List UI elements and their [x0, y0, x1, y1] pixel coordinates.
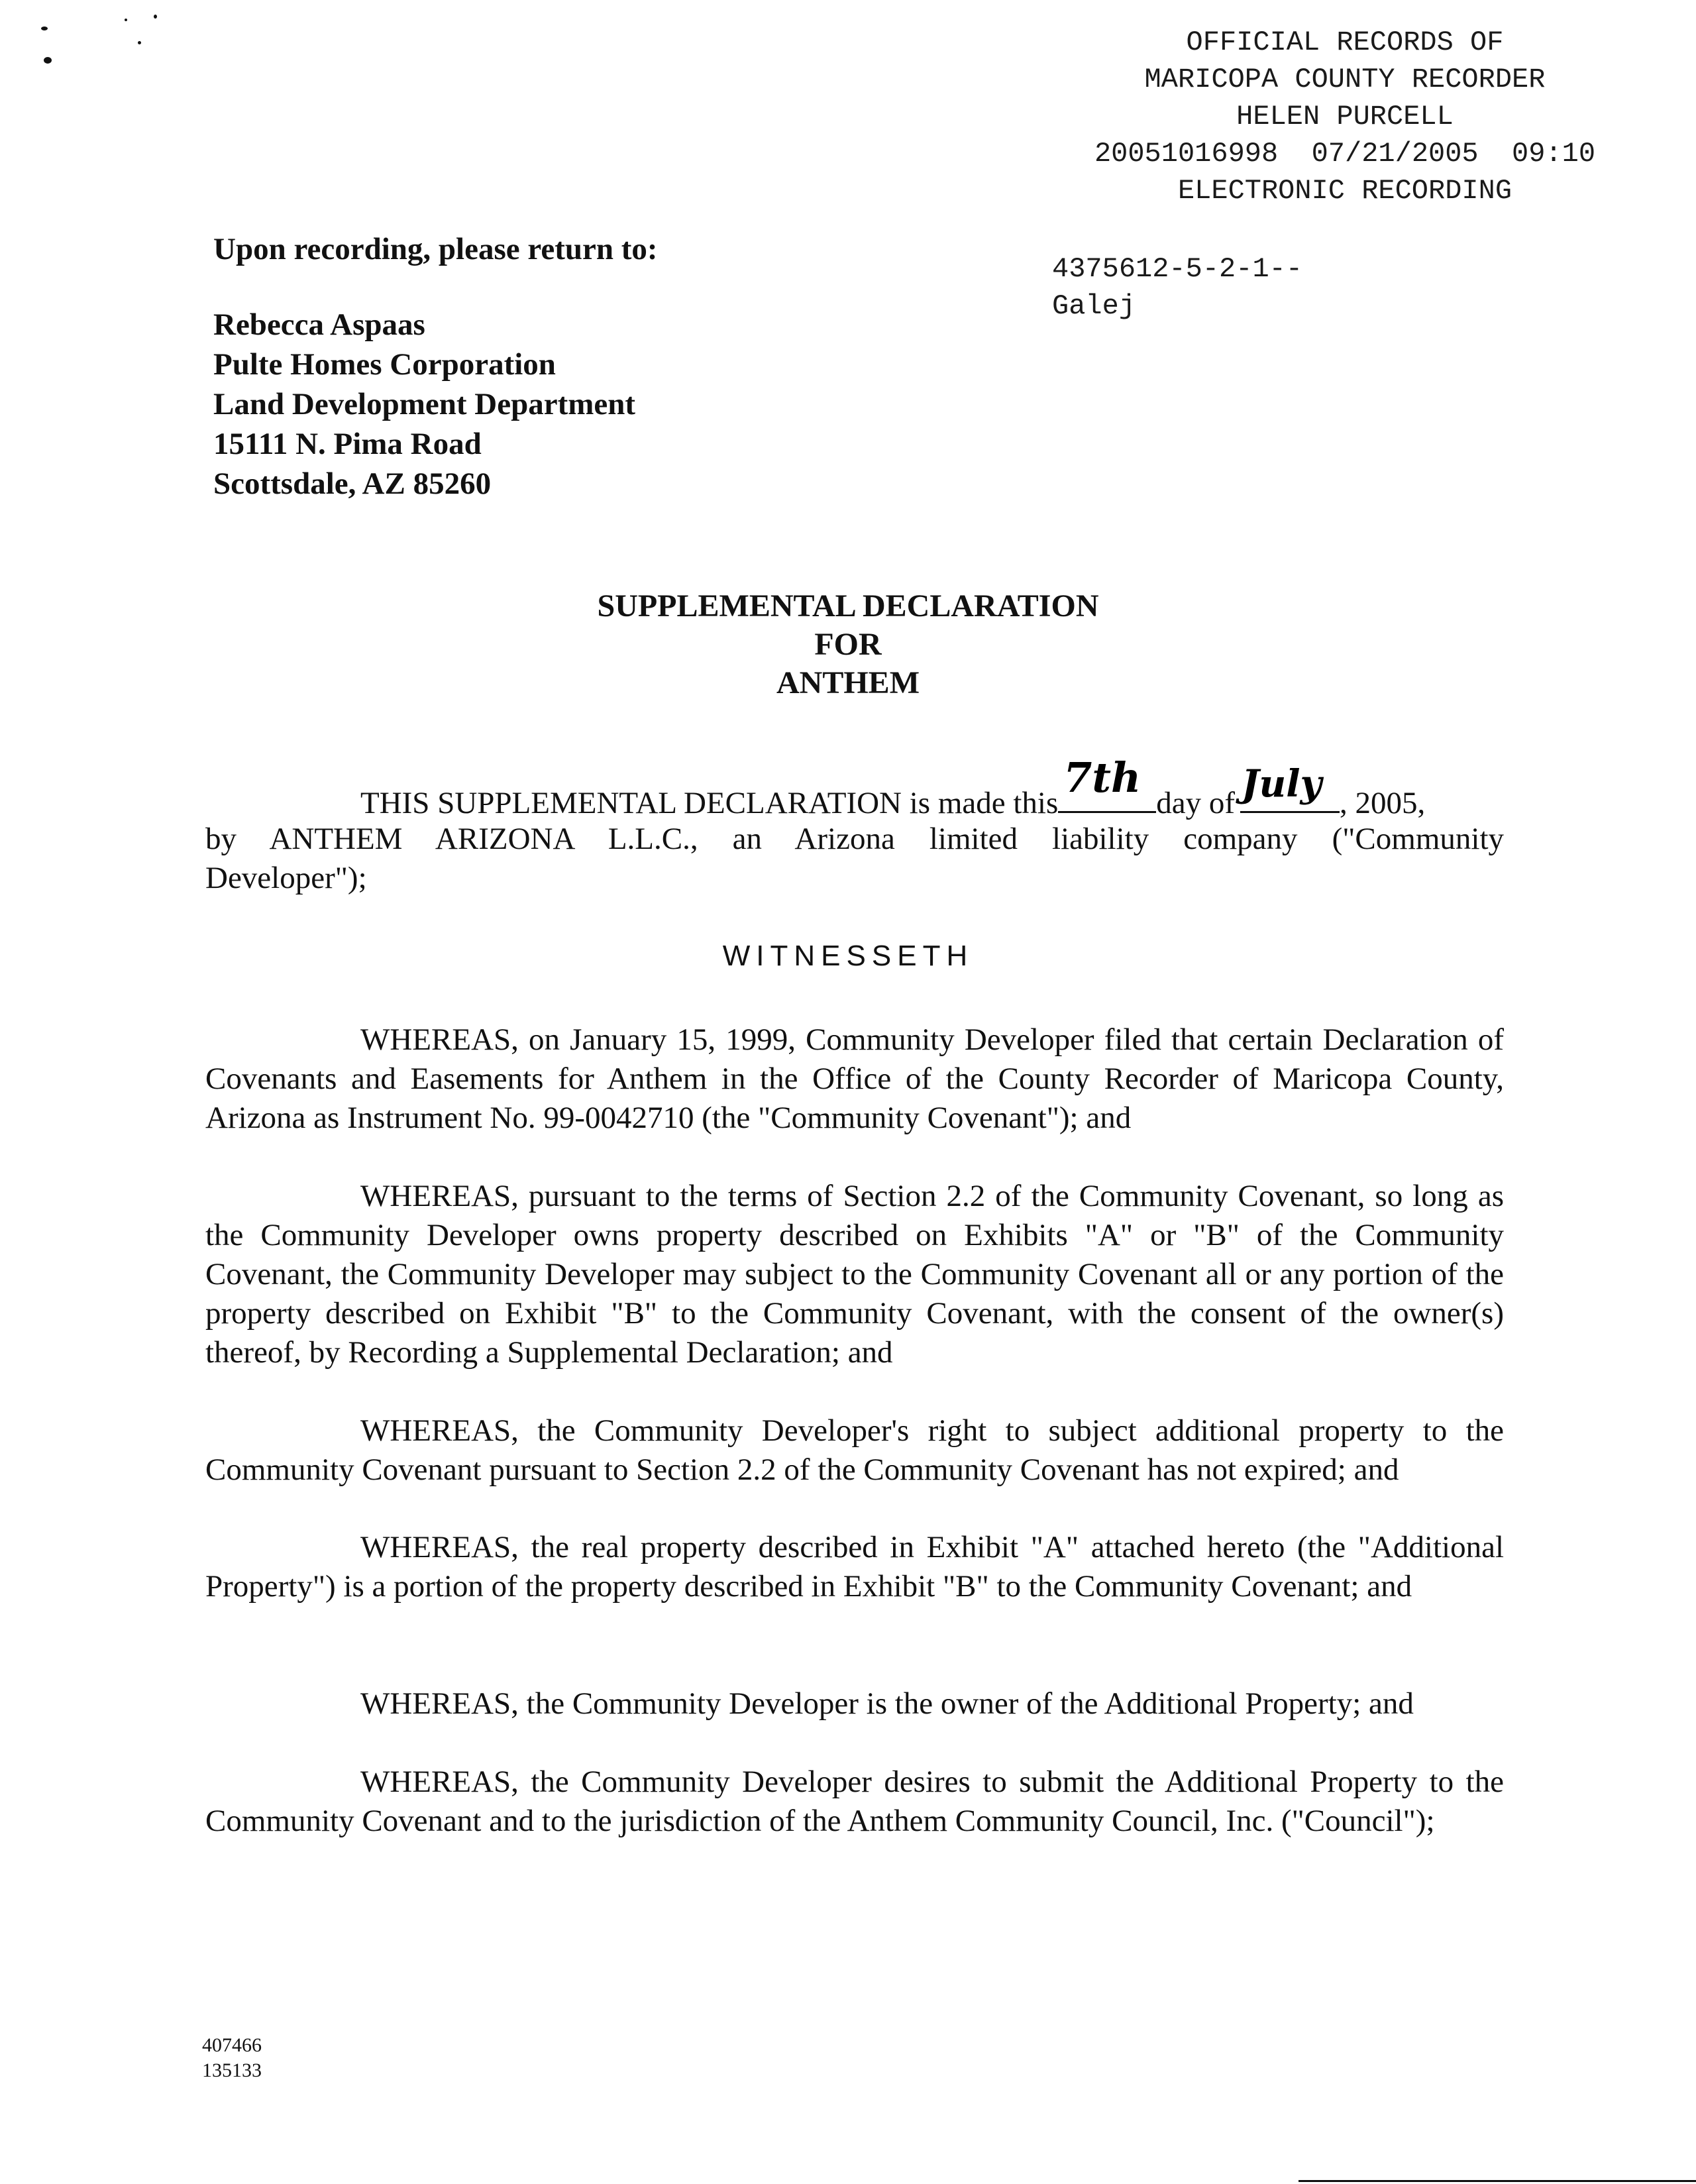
intro-text: by ANTHEM ARIZONA L.L.C., an Arizona limited liability company ("Community: [205, 822, 1504, 856]
day-blank: [1058, 753, 1156, 813]
intro-line-1: [205, 753, 1504, 823]
return-to-street: 15111 N. Pima Road: [213, 427, 482, 461]
stamp-line: MARICOPA COUNTY RECORDER: [1144, 64, 1546, 95]
reference-line: Galej: [1052, 290, 1136, 322]
footer-code: 135133: [202, 2059, 262, 2081]
witnesseth-heading: WITNESSETH: [722, 940, 974, 972]
recital-paragraph: WHEREAS, the Community Developer desires to submit the Additional Property to the Community Covenant and to the jurisdiction of the Anthem Community Council, Inc. ("Council");: [205, 1765, 1504, 1838]
footer-code: 407466: [202, 2034, 262, 2056]
return-to-city: Scottsdale, AZ 85260: [213, 466, 492, 501]
intro-line-3: [205, 859, 1504, 898]
recital-paragraph: WHEREAS, the Community Developer's right to subject additional property to the Community Covenant pursuant to Section 2.2 of the Community Covenant has not expired; and: [205, 1413, 1504, 1487]
stamp-line: 20051016998 07/21/2005 09:10: [1094, 138, 1596, 170]
scan-speck: [125, 19, 127, 21]
title-line: SUPPLEMENTAL DECLARATION: [597, 588, 1099, 624]
title-line: ANTHEM: [776, 665, 920, 700]
stamp-line: OFFICIAL RECORDS OF: [1186, 27, 1504, 58]
scan-speck: [41, 27, 48, 30]
footer-codes: [202, 2033, 262, 2083]
title-line: FOR: [814, 627, 882, 662]
recorder-stamp: [1034, 24, 1656, 209]
return-to-block: [213, 229, 658, 504]
return-to-department: Land Development Department: [213, 387, 636, 421]
recital-paragraph: WHEREAS, the real property described in Exhibit "A" attached hereto (the "Additional Property") is a portion of the property described in Exhibit "B" to the Community Covenant; and: [205, 1530, 1504, 1604]
intro-text: THIS SUPPLEMENTAL DECLARATION is made this: [360, 786, 1059, 820]
intro-text: Developer");: [205, 861, 367, 895]
document-title: [0, 587, 1696, 702]
scan-speck: [44, 57, 52, 64]
footer-rule: [1298, 2180, 1696, 2182]
recital-paragraph: WHEREAS, the Community Developer is the owner of the Additional Property; and: [360, 1686, 1414, 1721]
recording-reference: [1052, 250, 1302, 325]
scan-speck: [154, 15, 157, 19]
return-to-company: Pulte Homes Corporation: [213, 347, 556, 382]
return-to-heading: Upon recording, please return to:: [213, 232, 658, 266]
intro-text: , 2005,: [1340, 786, 1426, 820]
handwritten-month: July: [1242, 762, 1322, 806]
stamp-line: HELEN PURCELL: [1236, 101, 1454, 133]
scan-speck: [138, 41, 141, 44]
recital-paragraph: WHEREAS, on January 15, 1999, Community Developer filed that certain Declaration of Covenants and Easements for Anthem in the Office of the County Recorder of Maricopa County, Arizona as Instrument No. 99-0042710 (the "Community Covenant"); and: [205, 1022, 1504, 1135]
reference-line: 4375612-5-2-1--: [1052, 253, 1303, 285]
return-to-name: Rebecca Aspaas: [213, 307, 425, 342]
intro-line-2: [205, 820, 1504, 859]
month-blank: [1240, 762, 1340, 813]
intro-text: day of: [1156, 786, 1236, 820]
handwritten-day: 7th: [1063, 753, 1141, 802]
recital-paragraph: WHEREAS, pursuant to the terms of Section 2.2 of the Community Covenant, so long as the Community Developer owns property described on Exhibits "A" or "B" of the Community Covenant, the Community Developer may subject to the Community Covenant all or any portion of the property described on Exhibit "B" to the Community Covenant, with the consent of the owner(s) thereof, by Recording a Supplemental Declaration; and: [205, 1179, 1504, 1370]
stamp-line: ELECTRONIC RECORDING: [1177, 175, 1512, 207]
